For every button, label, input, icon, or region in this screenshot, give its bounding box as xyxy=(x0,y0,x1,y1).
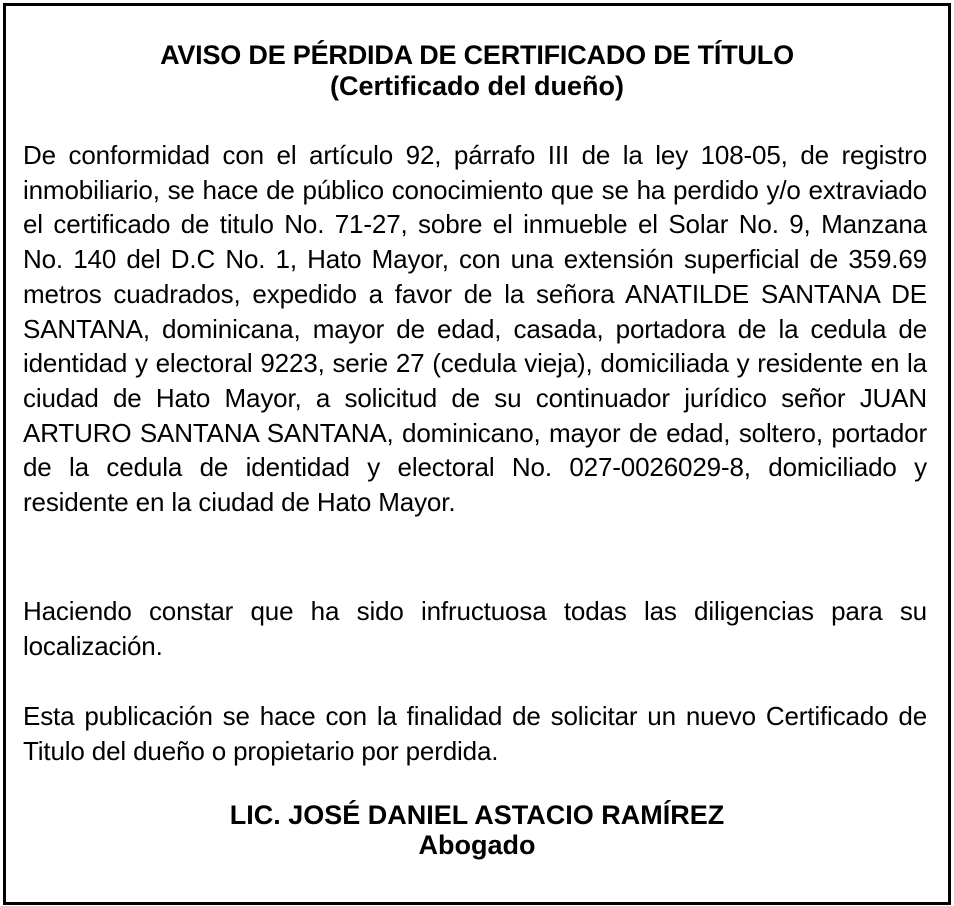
signatory-name: LIC. JOSÉ DANIEL ASTACIO RAMÍREZ xyxy=(229,800,725,830)
notice-body-paragraph: De conformidad con el artículo 92, párrafo III de la ley 108-05, de registro inmobiliario, se hace de público conocimiento que se ha perdido y/o extraviado el certificado de titulo No. 71-27, sobre el inmueble el Solar No. 9, Manzana No. 140 del D.C No. 1, Hato Mayor, con una extensión superficial de 359.69 metros cuadrados, expedido a favor de la señora ANATILDE SANTANA DE SANTANA, dominicana, mayor de edad, casada, portadora de la cedula de identidad y electoral 9223, serie 27 (cedula vieja), domiciliada y residente en la ciudad de Hato Mayor, a solicitud de su continuador jurídico señor JUAN ARTURO SANTANA SANTANA, dominicano, mayor de edad, soltero, portador de la cedula de identidad y electoral No. 027-0026029-8, domiciliado y residente en la ciudad de Hato Mayor. xyxy=(23,140,927,518)
notice-title: AVISO DE PÉRDIDA DE CERTIFICADO DE TÍTULO xyxy=(160,40,794,70)
signatory-role: Abogado xyxy=(418,830,536,860)
notice-subtitle: (Certificado del dueño) xyxy=(329,71,624,101)
notice-purpose-paragraph: Esta publicación se hace con la finalidad de solicitar un nuevo Certificado de Titulo del dueño o propietario por perdida. xyxy=(23,701,927,766)
legal-notice-box xyxy=(3,3,951,905)
notice-diligence-paragraph: Haciendo constar que ha sido infructuosa todas las diligencias para su localización. xyxy=(23,596,927,661)
